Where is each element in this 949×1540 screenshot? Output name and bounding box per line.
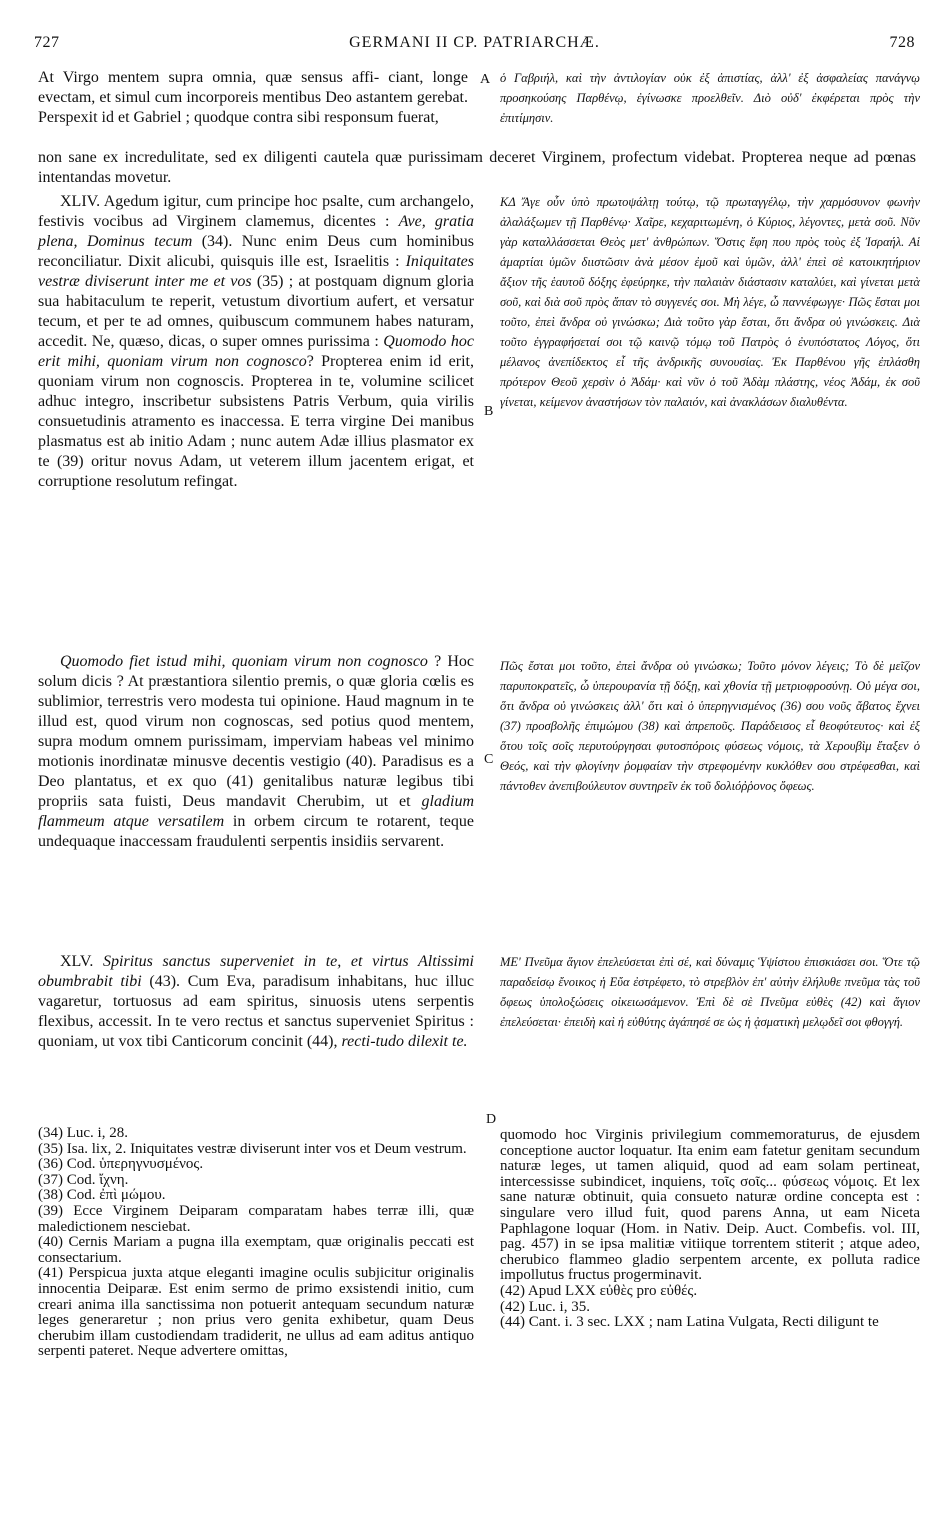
latin-text: XLIV. Agedum igitur, cum principe hoc psalte, cum archangelo, festivis vocibus ad Virginem clamemus, dicentes : Ave, gratia plena, Dominus tecum (34). Nunc enim Deus cum hominibus reconciliatur. Dixit alicubi, quisquis ille est, Israelitis : Iniquitates vestræ diviserunt inter me et vos (35) ; at postquam dignum gloria sua habitaculum te reperit, vetustum divortium aufert, et versatur tecum, et per te ad omnes, quibuscum communem habes naturam, accedit. Ne, quæso, dicas, o super omnes purissima : Quomodo hoc erit mihi, quoniam virum non cognosco? Propterea enim id erit, quoniam virum non cognoscis. Propterea in te, volumine scilicet adhuc integro, inscribetur subsistens Patris Verbum, quia virilis consuetudinis atramento es inaccessa. E terra virgine Dei manibus plasmatus est ab initio Adam ; nunc autem Adæ illius plasmator ex te (39) oritur novus Adam, ut veterem illum jacentem erigat, et corruptione resolutum refingat. bbox=[38, 193, 475, 490]
footnote: (42) Apud LXX εὐθὲς pro εὐθές. bbox=[500, 1282, 698, 1299]
footnote: (42) Luc. i, 35. bbox=[500, 1298, 590, 1315]
footnote: quomodo hoc Virginis privilegium commemoraturus, de ejusdem conceptione auctor loquatur. Ita enim eam fatetur genitam secundum naturæ leges, ut tamen aliquid, quod ad eam solam pertineat, intercessisse subindicet, inquiens, τοῖς σοῖς... φύσεως νόμοις. Et lex sane naturæ obtinuit, quia consueto naturæ ordine concepta est : singulare vero illud fuit, quod parens Anna, ut eam Niceta Paphlagone loquar (Hom. in Nativ. Deip. Auct. Combefis. vol. III, pag. 457) in se ipsa malitiæ vitiique torrentem stiterit ; atque adeo, cherubico flammeo gladio serpentem arcente, ex polluta radice impollutus fructus progerminavit. bbox=[500, 1127, 920, 1284]
footnote: (35) Isa. lix, 2. Iniquitates vestræ diviserunt inter vos et Deum vestrum. bbox=[38, 1140, 467, 1157]
running-title: GERMANI II CP. PATRIARCHÆ. bbox=[349, 34, 600, 51]
latin-text: Quomodo fiet istud mihi, quoniam virum non cognosco ? Hoc solum dicis ? At præstantiora silentio premis, o quæ gloria cœlis es sublimior, terrestris vero modesta tui opinione. Haud magnum in te illud est, quod virum non cognoscas, sed potius quod mentem, supra modum omnem purissimam, imperviam habeas vel minimo motionis inordinatæ minusve decentis vestigio (40). Paradisus es a Deo plantatus, et ex quo (41) genitalibus naturæ legibus tibi propriis sata fuisti, Deus mandavit Cherubim, ut et gladium flammeum atque versatilem in orbem circum te rotarent, teque undequaque inaccessam fraudulenti serpentis insidiis servarent. bbox=[38, 653, 474, 850]
margin-letter-b: B bbox=[484, 404, 494, 419]
page-number-left: 727 bbox=[34, 34, 60, 51]
footnote: (44) Cant. i. 3 sec. LXX ; nam Latina Vulgata, Recti diligunt te bbox=[500, 1314, 879, 1331]
quomodo-latin bbox=[38, 652, 474, 852]
footnote: (36) Cod. ὑπερηγνυσμένος. bbox=[38, 1156, 204, 1173]
section-xliv-latin bbox=[38, 192, 474, 492]
footnotes-left bbox=[38, 1126, 474, 1360]
footnote: (39) Ecce Virginem Deiparam comparatam habes terræ illi, quæ maledictionem nesciebat. bbox=[38, 1202, 474, 1235]
latin-paragraph-top bbox=[38, 68, 468, 128]
section-xlv-latin bbox=[38, 952, 474, 1052]
greek-text: ὁ Γαβριήλ, καὶ τὴν ἀντιλογίαν οὐκ ἐξ ἀπιστίας, ἀλλ' ἐξ ἀσφαλείας πανάγνῳ προσηκούσης Παρθένῳ, ἐγίνωσκε προελθεῖν. Διὸ οὐδ' ἐκφέρεται πρὸς τὴν ἐπιτίμησιν. bbox=[500, 71, 920, 125]
quomodo-greek bbox=[500, 656, 920, 796]
running-header bbox=[34, 34, 915, 56]
greek-text: Πῶς ἔσται μοι τοῦτο, ἐπεὶ ἄνδρα οὐ γινώσκω; Τοῦτο μόνον λέγεις; Τὸ δὲ μεῖζον παρυποκρατεῖς, ὦ ὑπερουρανία τῇ δόξῃ, καὶ χθονία τῇ μετριοφροσύνῃ. Οὐ μέγα σοι, ὅτι ἄνδρα οὐ γινώσκεις ἀλλ' ὅτι καὶ ὁ ὑπερηγνισμένος (36) σου νοῦς ἄβατος ἔχνει (37) προσβολῆς ἐπιμώμου (38) καὶ ἀπρεποῦς. Παράδεισος εἶ θεοφύτευτος· καὶ ἐξ ὅτου τοῖς σοῖς περυτούργησαι φυτοσπόροις φύσεως νόμοις, τὰ Χερουβὶμ ἔταξεν ὁ Θεός, καὶ τὴν φλογίνην ῥομφαίαν τὴν στρεφομένην κυκλόθεν σου στρέφεσθαι, καὶ πάντοθεν ἀνεπιβούλευτον συντηρεῖν ἐκ τοῦ δολιόῤῥονος ὄφεως. bbox=[500, 659, 920, 793]
section-xliv-greek bbox=[500, 192, 920, 412]
latin-paragraph-top-full bbox=[38, 148, 916, 188]
greek-text: ΚΔ Ἄγε οὖν ὑπὸ πρωτοψάλτῃ τούτῳ, τῷ πρωταγγέλῳ, τὴν χαρμόσυνον φωνὴν ἀλαλάξωμεν τῇ Παρθένῳ· Χαῖρε, κεχαριτωμένη, ὁ Κύριος, λέγοντες, μετὰ σοῦ. Νῦν γὰρ καταλλάσσεται Θεὸς μετ' ἀνθρώπων. Ὅστις ἔφη που πρὸς τοὺς ἐξ Ἰσραήλ. Αἱ ἁμαρτίαι ὑμῶν διιστῶσιν ἀνὰ μέσον ἐμοῦ καὶ ὑμῶν, ἀλλ' ἐπεὶ σὲ κατοικητήριον ἄξιον τῆς ἑαυτοῦ δόξης ἐφεύρηκε, τὴν παλαιὰν διάστασιν καταλύει, καὶ γίνεται μετὰ σοῦ, καὶ διὰ σοῦ πρὸς ἅπαν τὸ συγγενές σοι. Μὴ λέγε, ὦ παννέφωγγε· Πῶς ἔσται μοι τοῦτο, ἐπεὶ ἄνδρα οὐ γινώσκω; Διὰ τοῦτο γὰρ ἔσται, ὅτι ἄνδρα οὐ γινώσκεις. Διὰ τοῦτο ἐγγραφήσεταί σοι τῷ καινῷ τόμῳ τοῦ Πατρὸς ὁ ἐνυπόστατος Λόγος, ὅτι μέλανος ἀνεπίδεκτος εἶ τῆς ἀνδρικῆς συνουσίας. Ἐκ Παρθένου γῆς ἐπλάσθη πρότερον Θεοῦ χερσὶν ὁ Ἀδάμ· καὶ νῦν ὁ τοῦ Ἀδὰμ πλάστης, νέος Ἀδάμ, ἐκ σοῦ γίνεται, κείμενον ἀναστήσων τὸν παλαιόν, καὶ ἀνακλάσων διαλυθέντα. bbox=[500, 195, 920, 409]
footnotes-right bbox=[500, 1128, 920, 1331]
margin-letter-d: D bbox=[486, 1112, 497, 1127]
footnote: (34) Luc. i, 28. bbox=[38, 1125, 128, 1141]
footnote: (41) Perspicua juxta atque eleganti imagine oculis subjicitur originalis innocentia Deiparæ. Est enim sermo de primo exsistendi initio, cum creari anima illa sanctissima non potuerit antequam secundum naturæ leges generaretur ; non prius vero genita exhibetur, quam Deus cherubim illam custodiendam tradiderit, ne ullus ad eam aditus antiquo serpenti pateret. Neque advertere omittas, bbox=[38, 1265, 474, 1360]
greek-text: ΜΕ' Πνεῦμα ἅγιον ἐπελεύσεται ἐπὶ σέ, καὶ δύναμις Ὑψίστου ἐπισκιάσει σοι. Ὅτε τῷ παραδείσῳ ἔνοικος ἡ Εὔα ἐστρέφετο, τὸ στρεβλὸν ἐπ' αὐτὴν ἐλήλυθε πνεῦμα τὰς τοῦ ὄφεως ὑπολοξώσεις οἰκειωσάμενον. Ἐπὶ δὲ σὲ Πνεῦμα εὐθὲς (42) καὶ ἅγιον ἐπελεύσεται· ἐπειδὴ καὶ ἡ εὐθύτης ἀγάπησέ σε ὡς ἡ ᾀσματικὴ μελῳδεῖ σοι φθογγή. bbox=[500, 955, 920, 1029]
footnote: (37) Cod. ἴχνη. bbox=[38, 1171, 129, 1188]
footnote: (40) Cernis Mariam a pugna illa exemptam, quæ originalis peccati est consectarium. bbox=[38, 1234, 474, 1266]
margin-letter-c: C bbox=[484, 752, 494, 767]
footnote: (38) Cod. ἐπὶ μώμου. bbox=[38, 1187, 166, 1204]
section-xlv-greek bbox=[500, 952, 920, 1032]
latin-text: non sane ex incredulitate, sed ex diligenti cautela quæ purissimam deceret Virginem, profectum videbat. Propterea neque ad pœnas intentandas movetur. bbox=[38, 149, 916, 186]
margin-letter-a: A bbox=[480, 72, 491, 87]
greek-paragraph-top bbox=[500, 68, 920, 128]
latin-text: XLV. Spiritus sanctus superveniet in te, et virtus Altissimi obumbrabit tibi (43). Cum Eva, paradisum inhabitans, huc illuc vagaretur, tortuosus ad eam spiritus, sinuosis utens serpentis flexibus, accessit. In te vero rectus et sanctus superveniet Spiritus : quoniam, ut vox tibi Canticorum concinit (44), recti-tudo dilexit te. bbox=[38, 953, 474, 1050]
latin-text: At Virgo mentem supra omnia, quæ sensus affi- ciant, longe evectam, et simul cum incorporeis mentibus Deo astantem gerebat. Perspexit id et Gabriel ; quodque contra sibi responsum fuerat, bbox=[38, 69, 468, 126]
page-number-right: 728 bbox=[889, 34, 915, 51]
